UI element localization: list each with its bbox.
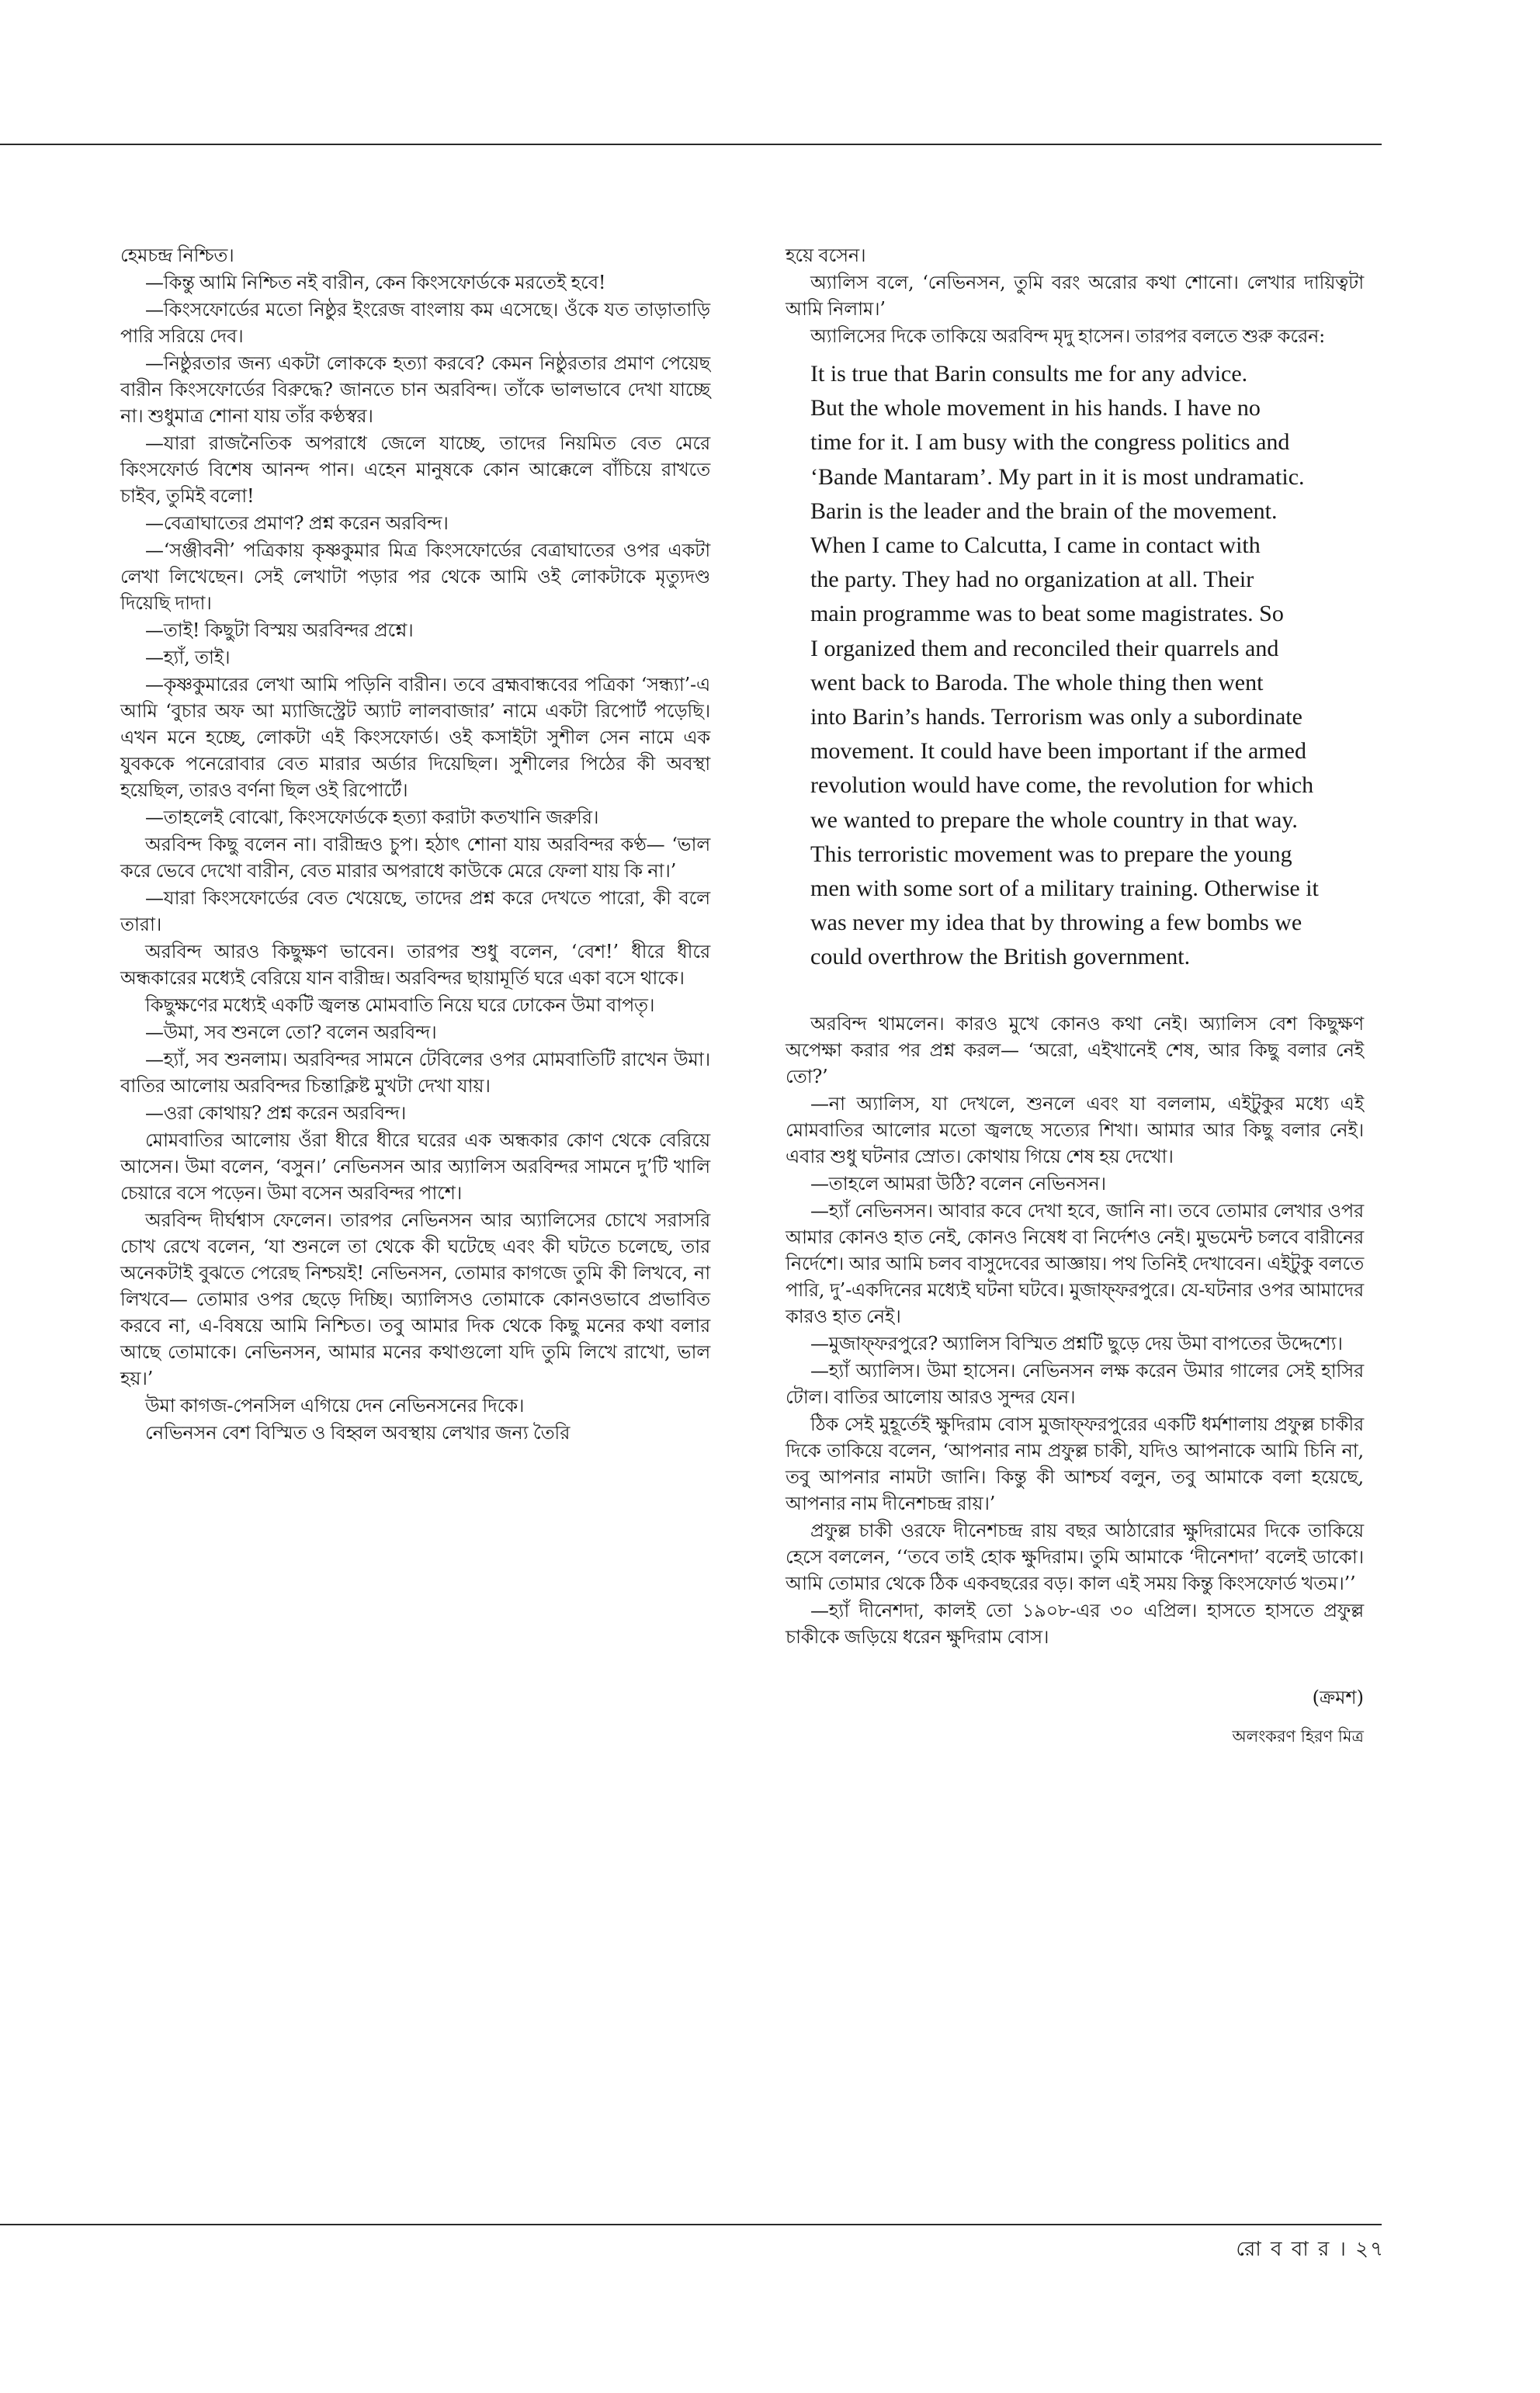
paragraph: প্রফুল্ল চাকী ওরফে দীনেশচন্দ্র রায় বছর আঠারোর ক্ষুদিরামের দিকে তাকিয়ে হেসে বললেন, ‘‘তবে তাই হোক ক্ষুদিরাম। তুমি আমাকে ‘দীনেশদা’ বলেই ডাকো। আমি তোমার থেকে ঠিক একবছরের বড়। কাল এই সময় কিন্তু কিংসফোর্ড খতম।’’ (786, 1519, 1364, 1594)
paragraph: কিছুক্ষণের মধ্যেই একটি জ্বলন্ত মোমবাতি নিয়ে ঘরে ঢোকেন উমা বাপতৃ। (145, 994, 655, 1016)
paragraph: —তাহলেই বোঝো, কিংসফোর্ডকে হত্যা করাটা কতখানি জরুরি। (145, 806, 599, 828)
quote-line: men with some sort of a military training. Otherwise it (810, 876, 1319, 902)
paragraph: —কিন্তু আমি নিশ্চিত নই বারীন, কেন কিংসফোর্ডকে মরতেই হবে! (145, 272, 606, 293)
paragraph: অরবিন্দ আরও কিছুক্ষণ ভাবেন। তারপর শুধু বলেন, ‘বেশ!’ ধীরে ধীরে অন্ধকারের মধ্যেই বেরিয়ে যান বারীন্দ্র। অরবিন্দর ছায়ামূর্তি ঘরে একা বসে থাকে। (120, 941, 710, 989)
paragraph: হয়ে বসেন। (786, 245, 866, 266)
paragraph: —হ্যাঁ দীনেশদা, কালই তো ১৯০৮-এর ৩০ এপ্রিল। হাসতে হাসতে প্রফুল্ল চাকীকে জড়িয়ে ধরেন ক্ষুদিরাম বোস। (786, 1599, 1364, 1648)
paragraph: অরবিন্দ কিছু বলেন না। বারীন্দ্রও চুপ। হঠাৎ শোনা যায় অরবিন্দর কণ্ঠ— ‘ভাল করে ভেবে দেখো বারীন, বেত মারার অপরাধে কাউকে মেরে ফেলা যায় কি না।’ (120, 834, 710, 882)
quote-line: main programme was to beat some magistrates. So (810, 601, 1284, 627)
right-column (786, 242, 1364, 1748)
left-column (120, 242, 710, 1447)
footer-rule (0, 2224, 1382, 2225)
paragraph: অ্যালিসের দিকে তাকিয়ে অরবিন্দ মৃদু হাসেন। তারপর বলতে শুরু করেন: (810, 325, 1325, 347)
paragraph: —হ্যাঁ অ্যালিস। উমা হাসেন। নেভিনসন লক্ষ করেন উমার গালের সেই হাসির টোল। বাতির আলোয় আরও সুন্দর যেন। (786, 1359, 1364, 1408)
quote-line: Barin is the leader and the brain of the movement. (810, 498, 1278, 524)
quote-line: time for it. I am busy with the congress politics and (810, 429, 1290, 456)
quote-line: we wanted to prepare the whole country in that way. (810, 806, 1298, 833)
paragraph: —হ্যাঁ, তাই। (145, 647, 231, 668)
quote-line: revolution would have come, the revolution for which (810, 772, 1314, 799)
quote-line: into Barin’s hands. Terrorism was only a subordinate (810, 704, 1302, 730)
paragraph: —‘সঞ্জীবনী’ পত্রিকায় কৃষ্ণকুমার মিত্র কিংসফোর্ডের বেত্রাঘাতের ওপর একটা লেখা লিখেছেন। সেই লেখাটা পড়ার পর থেকে আমি ওই লোকটাকে মৃত্যুদণ্ড দিয়েছি দাদা। (120, 539, 710, 614)
quote-line: This terroristic movement was to prepare the young (810, 841, 1292, 867)
quote-line: could overthrow the British government. (810, 944, 1191, 970)
paragraph: —ওরা কোথায়? প্রশ্ন করেন অরবিন্দ। (145, 1102, 407, 1124)
paragraph: —উমা, সব শুনলে তো? বলেন অরবিন্দ। (145, 1021, 437, 1043)
paragraph: ঠিক সেই মুহূর্তেই ক্ষুদিরাম বোস মুজাফ্‌ফরপুরের একটি ধর্মশালায় প্রফুল্ল চাকীর দিকে তাকিয়ে বলেন, ‘আপনার নাম প্রফুল্ল চাকী, যদিও আপনাকে আমি চিনি না, তবু আপনার নামটা জানি। কিন্তু কী আশ্চর্য বলুন, তবু আমাকে বলা হয়েছে, আপনার নাম দীনেশচন্দ্র রায়।’ (786, 1413, 1364, 1514)
page-footer: রো ব বা র । ২৭ (1236, 2238, 1385, 2261)
paragraph: অ্যালিস বলে, ‘নেভিনসন, তুমি বরং অরোর কথা শোনো। লেখার দায়িত্বটা আমি নিলাম।’ (786, 272, 1364, 320)
paragraph: —মুজাফ্‌ফরপুরে? অ্যালিস বিস্মিত প্রশ্নটি ছুড়ে দেয় উমা বাপতের উদ্দেশ্যে। (810, 1332, 1343, 1354)
quote-line: was never my idea that by throwing a few bombs we (810, 910, 1302, 936)
quote-line: It is true that Barin consults me for any advice. (810, 361, 1248, 387)
quote-line: movement. It could have been important if the armed (810, 738, 1306, 765)
quote-line: went back to Baroda. The whole thing then went (810, 669, 1264, 695)
right-column-top (786, 242, 1364, 349)
paragraph: —যারা কিংসফোর্ডের বেত খেয়েছে, তাদের প্রশ্ন করে দেখতে পারো, কী বলে তারা। (120, 887, 710, 935)
paragraph: —বেত্রাঘাতের প্রমাণ? প্রশ্ন করেন অরবিন্দ। (145, 512, 449, 534)
paragraph: —কৃষ্ণকুমারের লেখা আমি পড়িনি বারীন। তবে ব্রহ্মবান্ধবের পত্রিকা ‘সন্ধ্যা’-এ আমি ‘বুচার অফ আ ম্যাজিস্ট্রেট অ্যাট লালবাজার’ নামে একটা রিপোর্ট পড়েছি। এখন মনে হচ্ছে, লোকটা এই কিংসফোর্ড। ওই কসাইটা সুশীল সেন নামে এক যুবককে পনেরোবার বেত মারার অর্ডার দিয়েছিল। সুশীলের পিঠের কী অবস্থা হয়েছিল, তারও বর্ণনা ছিল ওই রিপোর্টে। (120, 674, 710, 801)
header-rule (0, 144, 1382, 145)
quote-line: the party. They had no organization at all. Their (810, 567, 1254, 593)
paragraph: —হ্যাঁ নেভিনসন। আবার কবে দেখা হবে, জানি না। তবে তোমার লেখার ওপর আমার কোনও হাত নেই, কোনও নিষেধ বা নির্দেশও নেই। মুভমেন্ট চলবে বারীনের নির্দেশে। আর আমি চলব বাসুদেবের আজ্ঞায়। পথ তিনিই দেখাবেন। এইটুকু বলতে পারি, দু’-একদিনের মধ্যেই ঘটনা ঘটবে। মুজাফ্‌ফরপুরে। যে-ঘটনার ওপর আমাদের কারও হাত নেই। (786, 1199, 1364, 1327)
right-column-bottom (786, 1011, 1364, 1650)
paragraph: —কিংসফোর্ডের মতো নিষ্ঠুর ইংরেজ বাংলায় কম এসেছে। ওঁকে যত তাড়াতাড়ি পারি সরিয়ে দেব। (120, 299, 710, 347)
paragraph: —হ্যাঁ, সব শুনলাম। অরবিন্দর সামনে টেবিলের ওপর মোমবাতিটি রাখেন উমা। বাতির আলোয় অরবিন্দর চিন্তাক্লিষ্ট মুখটা দেখা যায়। (120, 1049, 710, 1097)
quote-line: I organized them and reconciled their quarrels and (810, 635, 1279, 661)
paragraph: —না অ্যালিস, যা দেখলে, শুনলে এবং যা বললাম, এইটুকুর মধ্যে এই মোমবাতির আলোর মতো জ্বলছে সত্যের শিখা। আমার আর কিছু বলার নেই। এবার শুধু ঘটনার স্রোত। কোথায় গিয়ে শেষ হয় দেখো। (786, 1092, 1364, 1167)
quote-line: When I came to Calcutta, I came in contact with (810, 532, 1261, 559)
paragraph: —নিষ্ঠুরতার জন্য একটা লোককে হত্যা করবে? কেমন নিষ্ঠুরতার প্রমাণ পেয়েছ বারীন কিংসফোর্ডের বিরুদ্ধে? জানতে চান অরবিন্দ। তাঁকে ভালভাবে দেখা যাচ্ছে না। শুধুমাত্র শোনা যায় তাঁর কণ্ঠস্বর। (120, 352, 710, 427)
quote-line: But the whole movement in his hands. I have no (810, 395, 1261, 421)
paragraph: অরবিন্দ থামলেন। কারও মুখে কোনও কথা নেই। অ্যালিস বেশ কিছুক্ষণ অপেক্ষা করার পর প্রশ্ন করল— ‘অরো, এইখানেই শেষ, আর কিছু বলার নেই তো?’ (786, 1012, 1364, 1087)
paragraph: নেভিনসন বেশ বিস্মিত ও বিহ্বল অবস্থায় লেখার জন্য তৈরি (145, 1422, 571, 1444)
quote-line: ‘Bande Mantaram’. My part in it is most undramatic. (810, 463, 1305, 490)
paragraph: —যারা রাজনৈতিক অপরাধে জেলে যাচ্ছে, তাদের নিয়মিত বেত মেরে কিংসফোর্ড বিশেষ আনন্দ পান। এহেন মানুষকে কোন আক্কেলে বাঁচিয়ে রাখতে চাইব, তুমিই বলো! (120, 432, 710, 507)
paragraph: মোমবাতির আলোয় ওঁরা ধীরে ধীরে ঘরের এক অন্ধকার কোণ থেকে বেরিয়ে আসেন। উমা বলেন, ‘বসুন।’ নেভিনসন আর অ্যালিস অরবিন্দর সামনে দু’টি খালি চেয়ারে বসে পড়েন। উমা বসেন অরবিন্দর পাশে। (120, 1129, 710, 1204)
paragraph: —তাহলে আমরা উঠি? বলেন নেভিনসন। (810, 1172, 1106, 1195)
paragraph: —তাই! কিছুটা বিস্ময় অরবিন্দর প্রশ্নে। (145, 619, 414, 641)
english-quote (786, 357, 1364, 975)
paragraph: অরবিন্দ দীর্ঘশ্বাস ফেলেন। তারপর নেভিনসন আর অ্যালিসের চোখে সরাসরি চোখ রেখে বলেন, ‘যা শুনলে তা থেকে কী ঘটেছে এবং কী ঘটতে চলেছে, তার অনেকটাই বুঝতে পেরেছ নিশ্চয়ই! নেভিনসন, তোমার কাগজে তুমি কী লিখবে, না লিখবে— তোমার ওপর ছেড়ে দিচ্ছি। অ্যালিসও তোমাকে কোনওভাবে প্রভাবিত করবে না, এ-বিষয়ে আমি নিশ্চিত। তবু আমার দিক থেকে কিছু মনের কথা বলার আছে তোমাকে। নেভিনসন, আমার মনের কথাগুলো যদি তুমি লিখে রাখো, ভাল হয়।’ (120, 1209, 710, 1389)
paragraph: উমা কাগজ-পেনসিল এগিয়ে দেন নেভিনসনের দিকে। (145, 1395, 525, 1417)
illustration-credit: অলংকরণ হিরণ মিত্র (1232, 1726, 1364, 1746)
continued-label: (ক্রমশ) (1312, 1686, 1364, 1708)
paragraph: হেমচন্দ্র নিশ্চিত। (120, 245, 234, 266)
